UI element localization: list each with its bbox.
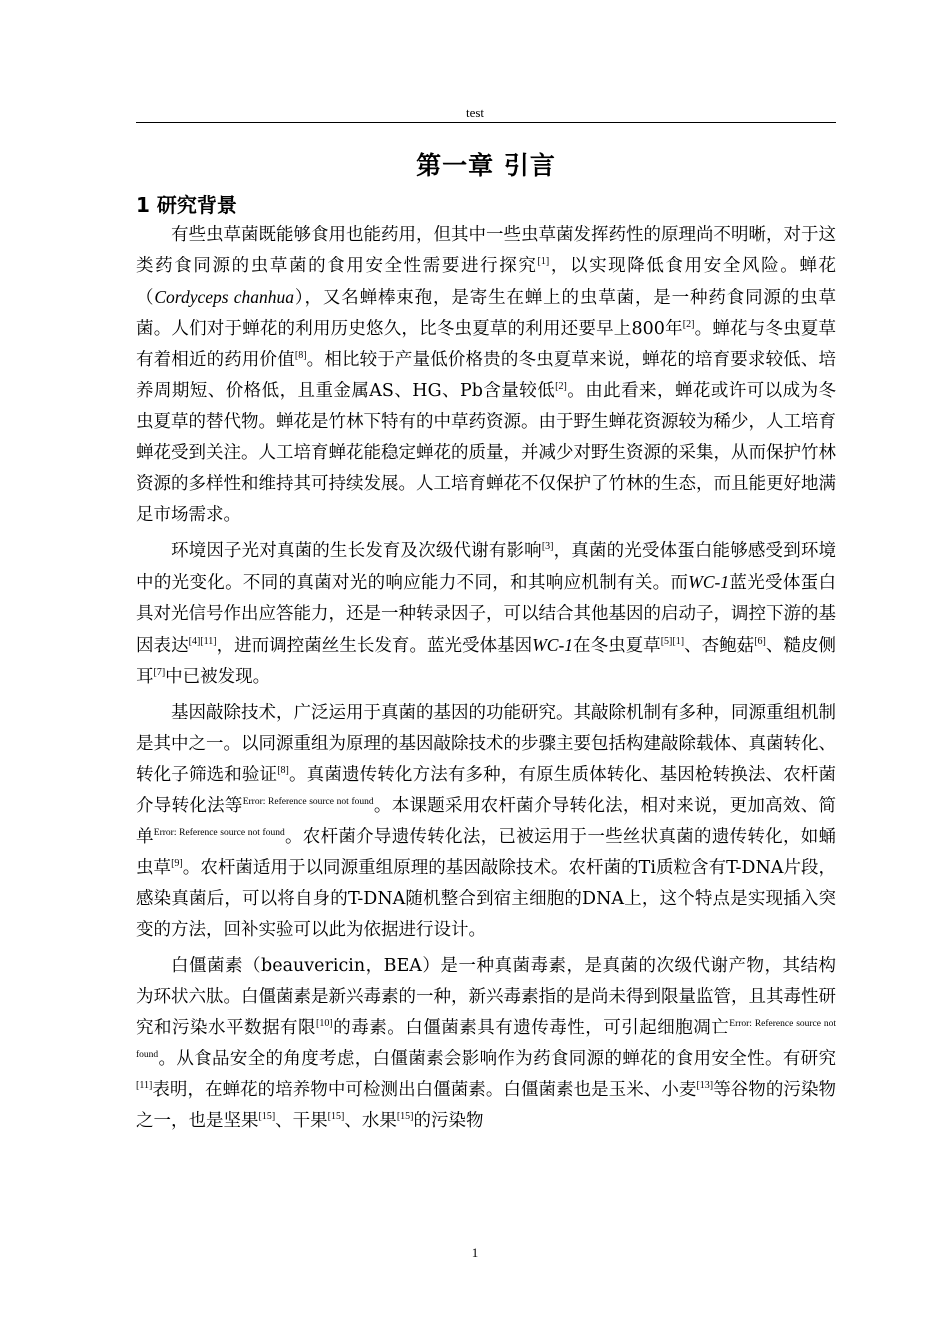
text-run: 。本课题采用农杆菌介导转化法，相对来说，更加高效、简单	[136, 796, 837, 847]
citation: [8]	[277, 765, 289, 776]
citation: [3]	[541, 541, 554, 552]
reference-error: Error: Reference source not found	[136, 1019, 837, 1060]
citation: [11]	[136, 1080, 153, 1091]
text-run: ，进而调控菌丝生长发育。蓝光受体基因	[216, 636, 533, 656]
paragraph	[136, 698, 836, 946]
text-run: 。农杆菌介导遗传转化法，已被运用于一些丝状真菌的遗传转化，如蛹虫草	[136, 827, 837, 878]
citation: [10]	[316, 1018, 333, 1029]
citation: [13]	[696, 1080, 714, 1091]
citation: [7]	[153, 667, 166, 678]
citation: [15]	[258, 1111, 276, 1122]
text-run: 表明，在蝉花的培养物中可检测出白僵菌素。白僵菌素也是玉米、小麦	[152, 1080, 697, 1100]
text-run: 。相比较于产量低价格贵的冬虫夏草来说，蝉花的培育要求较低、培养周期短、价格低，且重金属AS、HG、Pb含量较低	[136, 350, 837, 401]
paragraph	[136, 220, 836, 531]
page-number: 1	[471, 1245, 479, 1260]
chapter-title: 第一章 引言	[416, 151, 556, 180]
text-run: 环境因子光对真菌的生长发育及次级代谢有影响	[171, 541, 542, 561]
citation: [15]	[327, 1111, 345, 1122]
text-run: 白僵菌素（beauvericin，BEA）是一种真菌毒素，是真菌的次级代谢产物，其结构为环状六肽。白僵菌素是新兴毒素的一种，新兴毒素指的是尚未得到限量监管，且其毒性研究和污染水平数据有限	[136, 956, 836, 1038]
citation: [8]	[294, 350, 307, 361]
citation: [2]	[682, 319, 695, 330]
text-run: 。真菌遗传转化方法有多种，有原生质体转化、基因枪转换法、农杆菌介导转化法等	[136, 765, 837, 816]
text-run: ），又名蝉棒束孢，是寄生在蝉上的虫草菌，是一种药食同源的虫草菌。人们对于蝉花的利用历史悠久，比冬虫夏草的利用还要早上800年	[136, 288, 837, 339]
citation: [6]	[754, 636, 766, 647]
text-run: 。从食品安全的角度考虑，白僵菌素会影响作为药食同源的蝉花的食用安全性。有研究	[158, 1049, 836, 1069]
text-run: 、水果	[344, 1111, 397, 1131]
citation: [5][1]	[660, 636, 685, 647]
text-run: 的毒素。白僵菌素具有遗传毒性，可引起细胞凋亡	[332, 1018, 730, 1038]
text-run: 基因敲除技术，广泛运用于真菌的基因的功能研究。其敲除机制有多种，同源重组机制是其中之一。以同源重组为原理的基因敲除技术的步骤主要包括构建敲除载体、真菌转化、转化子筛选和验证	[136, 703, 836, 785]
citation: [2]	[555, 381, 567, 392]
italic-term: WC-1	[688, 572, 730, 592]
text-run: 蓝光受体蛋白具对光信号作出应答能力，还是一种转录因子，可以结合其他基因的启动子，调控下游的基因表达	[136, 573, 837, 656]
section-title: 1 研究背景	[136, 193, 237, 217]
citation: [9]	[171, 858, 183, 869]
paragraph	[136, 951, 836, 1137]
reference-error: Error: Reference source not found	[153, 828, 285, 838]
paragraph	[136, 536, 836, 693]
running-header: test	[465, 105, 485, 120]
text-run: 中已被发现。	[165, 667, 271, 687]
text-run: 、干果	[275, 1111, 328, 1131]
text-run: 、糙皮侧耳	[136, 636, 837, 687]
italic-term: WC-1	[532, 635, 574, 655]
reference-error: Error: Reference source not found	[242, 797, 374, 807]
body-text	[136, 220, 836, 1142]
text-run: 。由此看来，蝉花或许可以成为冬虫夏草的替代物。蝉花是竹林下特有的中草药资源。由于野生蝉花资源较为稀少，人工培育蝉花受到关注。人工培育蝉花能稳定蝉花的质量，并减少对野生资源的采集，从而保护竹林资源的多样性和维持其可持续发展。人工培育蝉花不仅保护了竹林的生态，而且能更好地满足市场需求。	[136, 381, 837, 525]
text-run: 有些虫草菌既能够食用也能药用，但其中一些虫草菌发挥药性的原理尚不明晰，对于这类药食同源的虫草菌的食用安全性需要进行探究	[136, 225, 836, 276]
italic-term: Cordyceps chanhua	[154, 287, 295, 307]
text-run: 在冬虫夏草	[573, 636, 661, 656]
text-run: ，以实现降低食用安全风险。蝉花（	[136, 256, 837, 308]
citation: [4][11]	[188, 636, 217, 647]
citation: [15]	[396, 1111, 414, 1122]
text-run: 的污染物	[413, 1111, 484, 1131]
text-run: 等谷物的污染物之一，也是坚果	[136, 1080, 837, 1131]
citation: [1]	[537, 256, 550, 267]
text-run: ，真菌的光受体蛋白能够感受到环境中的光变化。不同的真菌对光的响应能力不同，和其响应机制有关。而	[136, 541, 837, 593]
text-run: 。农杆菌适用于以同源重组原理的基因敲除技术。农杆菌的Ti质粒含有T-DNA片段，感染真菌后，可以将自身的T-DNA随机整合到宿主细胞的DNA上，这个特点是实现插入突变的方法，回补实验可以此为依据进行设计。	[136, 858, 837, 940]
text-run: 、杏鲍菇	[684, 636, 755, 656]
header-rule	[136, 122, 836, 123]
text-run: 。蝉花与冬虫夏草有着相近的药用价值	[136, 319, 836, 370]
